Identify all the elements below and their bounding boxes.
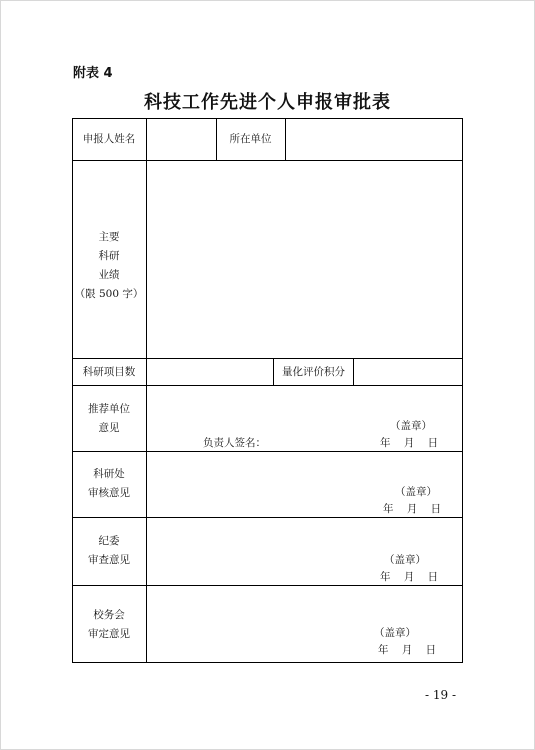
project-count-label: 科研项目数 [82, 366, 136, 378]
council-label-line: 校务会 [93, 609, 125, 621]
applicant-name-field[interactable] [147, 119, 216, 160]
date-text: 年 月 日 [383, 503, 442, 515]
row-divider [72, 517, 463, 518]
unit-field[interactable] [286, 119, 462, 160]
project-count-field[interactable] [147, 359, 273, 385]
recommend-label-line: 意见 [98, 422, 120, 434]
score-label: 量化评价积分 [282, 366, 345, 378]
achievements-label [72, 228, 146, 304]
research-office-label [72, 465, 146, 503]
unit-label: 所在单位 [229, 133, 272, 145]
page-number: - 19 - [425, 688, 457, 702]
recommend-label-line: 推荐单位 [88, 403, 130, 415]
stamp-text: （盖章） [384, 554, 426, 566]
form-border-bottom [72, 662, 463, 663]
stamp-text: （盖章） [395, 486, 437, 498]
row-divider [72, 451, 463, 452]
form-border-left [72, 118, 73, 663]
attachment-label: 附表 4 [73, 66, 113, 81]
signature-label: 负责人签名： [203, 437, 266, 449]
discipline-label-line: 纪委 [98, 535, 120, 547]
research-office-label-line: 科研处 [93, 468, 125, 480]
date-text: 年 月 日 [378, 644, 437, 656]
applicant-name-label: 申报人姓名 [82, 133, 136, 145]
achievements-label-line: 科研 [98, 250, 120, 262]
stamp-text: （盖章） [374, 627, 416, 639]
council-label [72, 606, 146, 644]
discipline-label-line: 审查意见 [88, 554, 130, 566]
achievements-label-line: （限 500 字） [74, 288, 144, 300]
discipline-label [72, 532, 146, 570]
recommend-label [72, 400, 146, 438]
date-text: 年 月 日 [380, 571, 439, 583]
date-text: 年 月 日 [380, 437, 439, 449]
achievements-label-line: 业绩 [98, 269, 120, 281]
score-field[interactable] [354, 359, 462, 385]
achievements-label-line: 主要 [98, 231, 120, 243]
research-office-label-line: 审核意见 [88, 487, 130, 499]
stamp-text: （盖章） [390, 420, 432, 432]
application-form [72, 118, 463, 663]
page-title: 科技工作先进个人申报审批表 [144, 92, 391, 113]
row-divider [72, 585, 463, 586]
council-label-line: 审定意见 [88, 628, 130, 640]
achievements-field[interactable] [147, 161, 462, 358]
row-divider [72, 385, 463, 386]
form-border-right [462, 118, 463, 663]
